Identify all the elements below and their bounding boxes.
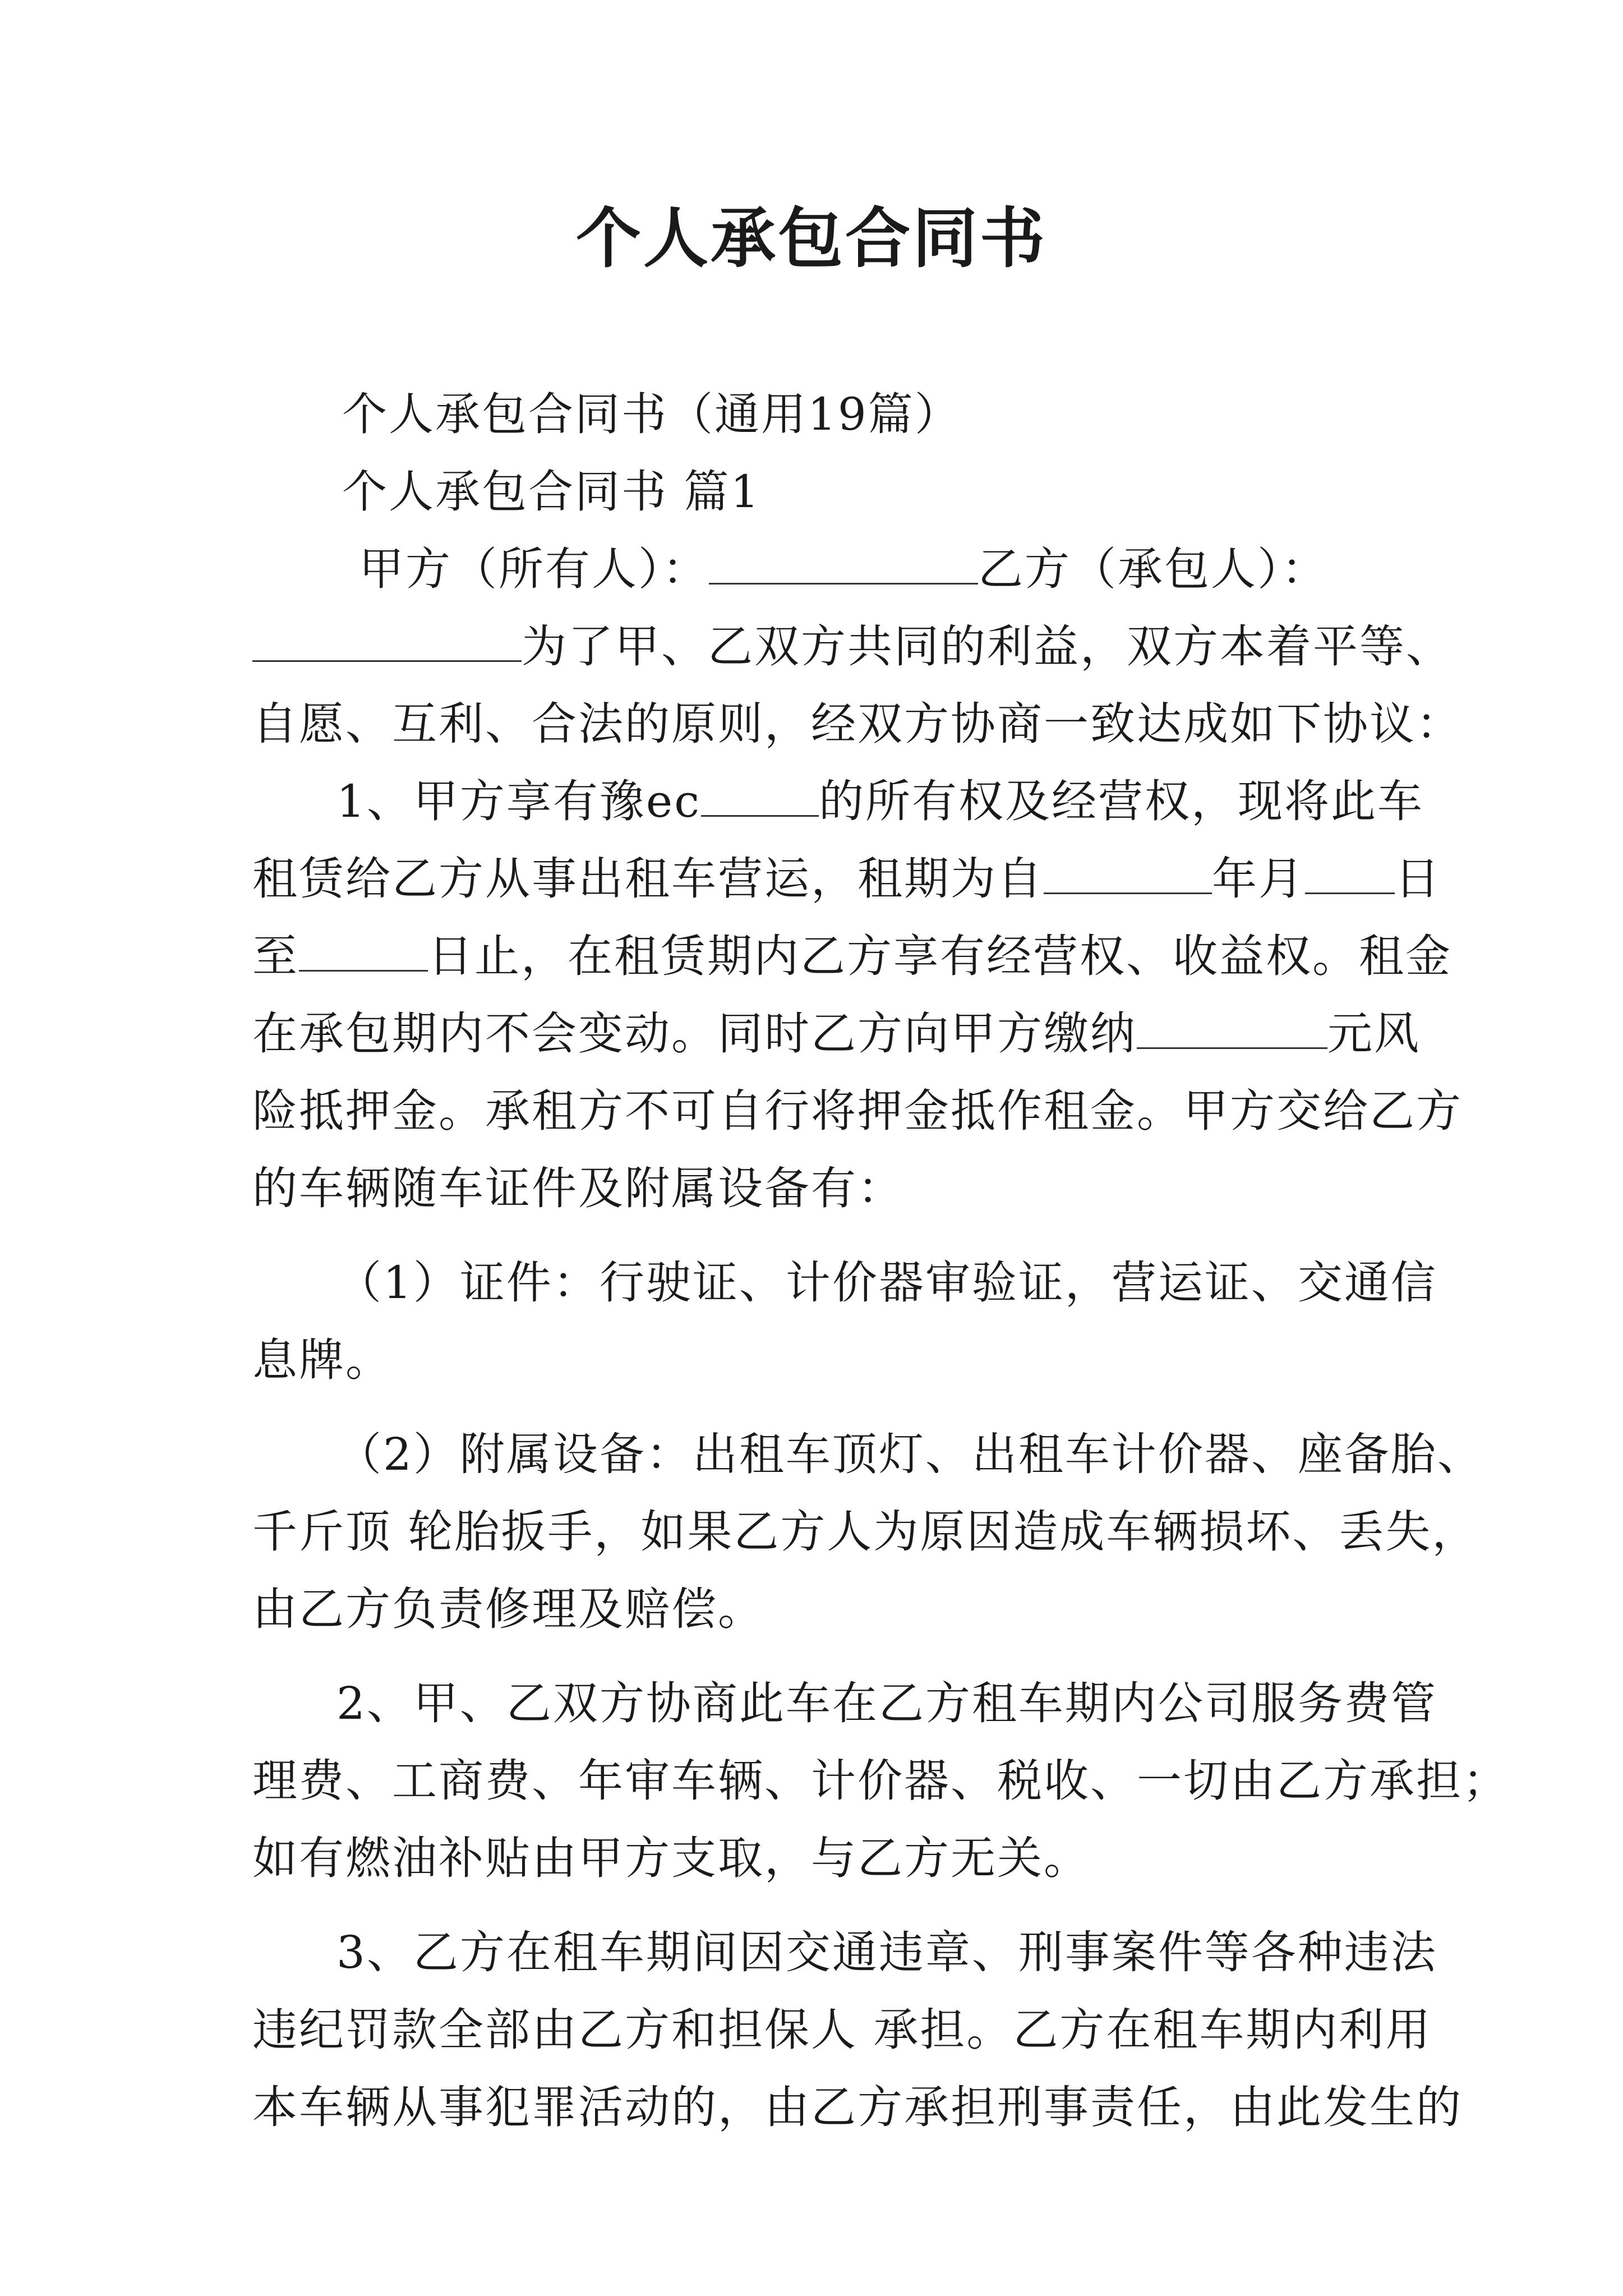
paragraph-line: 至 日止，在租赁期内乙方享有经营权、收益权。租金 bbox=[252, 930, 1452, 982]
blank-start-day bbox=[1305, 853, 1395, 894]
paragraph-line: 理费、工商费、年审车辆、计价器、税收、一切由乙方承担； bbox=[252, 1755, 1509, 1807]
paragraph-line: 在承包期内不会变动。同时乙方向甲方缴纳 元风 bbox=[252, 1007, 1421, 1060]
paragraph-line: 3、乙方在租车期间因交通违章、刑事案件等各种违法 bbox=[336, 1926, 1437, 1978]
paragraph-line: （2）附属设备：出租车顶灯、出租车计价器、座备胎、 bbox=[336, 1428, 1484, 1480]
blank-lessee bbox=[252, 621, 522, 662]
paragraph-line: 本车辆从事犯罪活动的，由乙方承担刑事责任，由此发生的 bbox=[252, 2081, 1463, 2133]
subtitle-line: 个人承包合同书（通用19篇） bbox=[342, 388, 961, 440]
parties-line: 甲方（所有人）： 乙方（承包人）： bbox=[359, 543, 1328, 595]
document-title: 个人承包合同书 bbox=[576, 200, 1047, 277]
blank-deposit bbox=[1137, 1008, 1327, 1049]
paragraph-line: 的车辆随车证件及附属设备有： bbox=[252, 1162, 904, 1214]
section-heading: 个人承包合同书 篇1 bbox=[342, 466, 761, 518]
paragraph-line: 违纪罚款全部由乙方和担保人 承担。乙方在租车期内利用 bbox=[252, 2004, 1432, 2056]
blank-plate bbox=[701, 776, 819, 817]
paragraph-line: 险抵押金。承租方不可自行将押金抵作租金。甲方交给乙方 bbox=[252, 1085, 1463, 1137]
paragraph-line: 千斤顶 轮胎扳手，如果乙方人为原因造成车辆损坏、丢失， bbox=[252, 1506, 1479, 1558]
paragraph-line: 由乙方负责修理及赔偿。 bbox=[252, 1583, 764, 1635]
paragraph-line: 如有燃油补贴由甲方支取，与乙方无关。 bbox=[252, 1832, 1090, 1884]
paragraph-line: 自愿、互利、合法的原则，经双方协商一致达成如下协议： bbox=[252, 698, 1463, 750]
document-body bbox=[252, 376, 1509, 2146]
paragraph-line: 租赁给乙方从事出租车营运，租期为自 年月 日 bbox=[252, 853, 1441, 905]
blank-owner bbox=[709, 544, 978, 585]
paragraph-line: 为了甲、乙双方共同的利益，双方本着平等、 bbox=[252, 608, 1391, 685]
paragraph-line: 2、甲、乙双方协商此车在乙方租车期内公司服务费管 bbox=[336, 1677, 1437, 1729]
paragraph-line: （1）证件：行驶证、计价器审验证，营运证、交通信 bbox=[336, 1257, 1437, 1309]
blank-start-year bbox=[1044, 853, 1212, 894]
paragraph-line: 息牌。 bbox=[252, 1334, 392, 1386]
paragraph-line: 1、甲方享有豫ec 的所有权及经营权，现将此车 bbox=[336, 775, 1424, 827]
blank-end-date bbox=[299, 931, 428, 972]
